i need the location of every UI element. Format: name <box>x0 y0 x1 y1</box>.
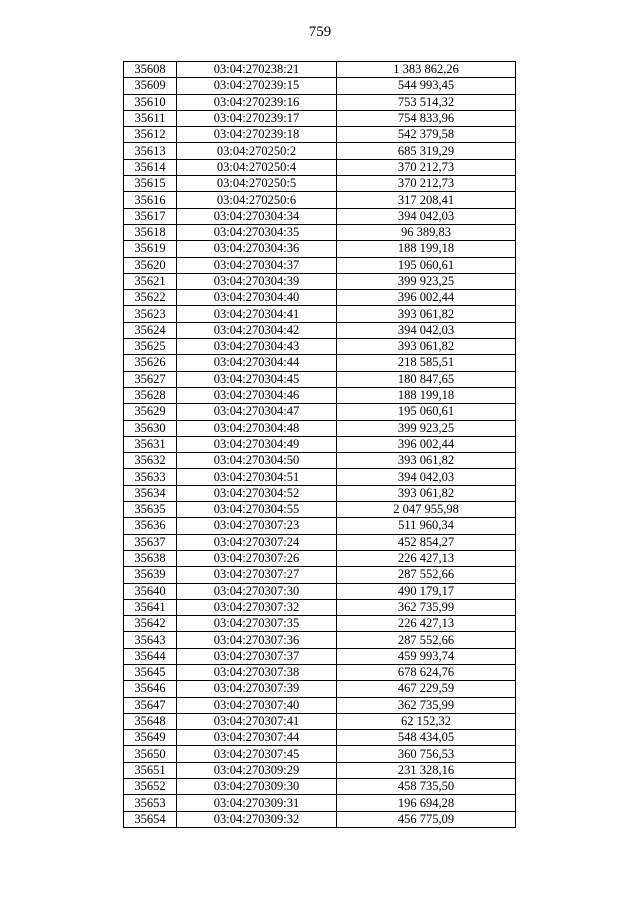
table-row <box>124 290 516 306</box>
table-row <box>124 257 516 273</box>
row-number-cell: 35624 <box>124 322 177 338</box>
table-row <box>124 485 516 501</box>
row-number-cell: 35616 <box>124 192 177 208</box>
row-number-cell: 35633 <box>124 469 177 485</box>
cadastral-value-cell: 96 389,83 <box>337 224 516 240</box>
row-number-cell: 35639 <box>124 567 177 583</box>
cadastral-value-cell: 456 775,09 <box>337 811 516 827</box>
cadastral-number-cell: 03:04:270307:23 <box>177 518 337 534</box>
row-number-cell: 35611 <box>124 110 177 126</box>
cadastral-number-cell: 03:04:270304:44 <box>177 355 337 371</box>
cadastral-number-cell: 03:04:270309:31 <box>177 795 337 811</box>
cadastral-number-cell: 03:04:270309:32 <box>177 811 337 827</box>
cadastral-number-cell: 03:04:270309:29 <box>177 762 337 778</box>
cadastral-number-cell: 03:04:270238:21 <box>177 62 337 78</box>
cadastral-value-table <box>123 61 516 828</box>
table-row <box>124 730 516 746</box>
row-number-cell: 35625 <box>124 339 177 355</box>
table-row <box>124 322 516 338</box>
cadastral-number-cell: 03:04:270304:36 <box>177 241 337 257</box>
table-row <box>124 518 516 534</box>
cadastral-value-cell: 360 756,53 <box>337 746 516 762</box>
row-number-cell: 35630 <box>124 420 177 436</box>
cadastral-value-cell: 1 383 862,26 <box>337 62 516 78</box>
cadastral-value-cell: 396 002,44 <box>337 290 516 306</box>
row-number-cell: 35617 <box>124 208 177 224</box>
table-row <box>124 502 516 518</box>
cadastral-number-cell: 03:04:270250:6 <box>177 192 337 208</box>
cadastral-number-cell: 03:04:270304:46 <box>177 387 337 403</box>
table-row <box>124 436 516 452</box>
cadastral-number-cell: 03:04:270304:42 <box>177 322 337 338</box>
table-row <box>124 811 516 827</box>
cadastral-value-cell: 226 427,13 <box>337 616 516 632</box>
cadastral-number-cell: 03:04:270307:35 <box>177 616 337 632</box>
table-row <box>124 534 516 550</box>
cadastral-number-cell: 03:04:270304:41 <box>177 306 337 322</box>
cadastral-number-cell: 03:04:270304:51 <box>177 469 337 485</box>
table-row <box>124 110 516 126</box>
cadastral-value-cell: 195 060,61 <box>337 404 516 420</box>
table-row <box>124 550 516 566</box>
cadastral-value-cell: 459 993,74 <box>337 648 516 664</box>
row-number-cell: 35644 <box>124 648 177 664</box>
table-row <box>124 664 516 680</box>
cadastral-value-cell: 393 061,82 <box>337 339 516 355</box>
table-row <box>124 795 516 811</box>
table-row <box>124 713 516 729</box>
cadastral-value-cell: 62 152,32 <box>337 713 516 729</box>
cadastral-value-cell: 393 061,82 <box>337 453 516 469</box>
table-row <box>124 648 516 664</box>
table-row <box>124 127 516 143</box>
row-number-cell: 35654 <box>124 811 177 827</box>
cadastral-number-cell: 03:04:270307:45 <box>177 746 337 762</box>
cadastral-number-cell: 03:04:270304:47 <box>177 404 337 420</box>
table-row <box>124 208 516 224</box>
table-row <box>124 697 516 713</box>
table-row <box>124 62 516 78</box>
row-number-cell: 35641 <box>124 599 177 615</box>
cadastral-number-cell: 03:04:270304:52 <box>177 485 337 501</box>
table-row <box>124 567 516 583</box>
cadastral-number-cell: 03:04:270307:37 <box>177 648 337 664</box>
cadastral-number-cell: 03:04:270250:2 <box>177 143 337 159</box>
cadastral-number-cell: 03:04:270307:36 <box>177 632 337 648</box>
cadastral-number-cell: 03:04:270307:41 <box>177 713 337 729</box>
table-row <box>124 762 516 778</box>
cadastral-value-cell: 394 042,03 <box>337 322 516 338</box>
row-number-cell: 35609 <box>124 78 177 94</box>
table-row <box>124 404 516 420</box>
table-row <box>124 306 516 322</box>
table-row <box>124 469 516 485</box>
cadastral-value-cell: 458 735,50 <box>337 779 516 795</box>
cadastral-value-cell: 393 061,82 <box>337 306 516 322</box>
cadastral-number-cell: 03:04:270239:16 <box>177 94 337 110</box>
cadastral-number-cell: 03:04:270304:45 <box>177 371 337 387</box>
table-row <box>124 681 516 697</box>
row-number-cell: 35648 <box>124 713 177 729</box>
table-row <box>124 176 516 192</box>
row-number-cell: 35614 <box>124 159 177 175</box>
table-row <box>124 599 516 615</box>
row-number-cell: 35626 <box>124 355 177 371</box>
table-row <box>124 453 516 469</box>
cadastral-number-cell: 03:04:270304:35 <box>177 224 337 240</box>
row-number-cell: 35635 <box>124 502 177 518</box>
row-number-cell: 35612 <box>124 127 177 143</box>
cadastral-number-cell: 03:04:270307:40 <box>177 697 337 713</box>
row-number-cell: 35646 <box>124 681 177 697</box>
cadastral-value-cell: 396 002,44 <box>337 436 516 452</box>
cadastral-value-cell: 362 735,99 <box>337 599 516 615</box>
cadastral-number-cell: 03:04:270307:39 <box>177 681 337 697</box>
row-number-cell: 35643 <box>124 632 177 648</box>
table-row <box>124 371 516 387</box>
cadastral-number-cell: 03:04:270307:32 <box>177 599 337 615</box>
cadastral-value-cell: 452 854,27 <box>337 534 516 550</box>
row-number-cell: 35652 <box>124 779 177 795</box>
cadastral-value-cell: 231 328,16 <box>337 762 516 778</box>
cadastral-number-cell: 03:04:270307:30 <box>177 583 337 599</box>
row-number-cell: 35642 <box>124 616 177 632</box>
row-number-cell: 35631 <box>124 436 177 452</box>
table-row <box>124 192 516 208</box>
row-number-cell: 35619 <box>124 241 177 257</box>
table-row <box>124 616 516 632</box>
cadastral-value-cell: 188 199,18 <box>337 387 516 403</box>
cadastral-number-cell: 03:04:270304:49 <box>177 436 337 452</box>
row-number-cell: 35629 <box>124 404 177 420</box>
row-number-cell: 35638 <box>124 550 177 566</box>
cadastral-number-cell: 03:04:270307:26 <box>177 550 337 566</box>
cadastral-value-cell: 287 552,66 <box>337 632 516 648</box>
row-number-cell: 35636 <box>124 518 177 534</box>
cadastral-value-cell: 180 847,65 <box>337 371 516 387</box>
table-row <box>124 78 516 94</box>
cadastral-number-cell: 03:04:270309:30 <box>177 779 337 795</box>
row-number-cell: 35634 <box>124 485 177 501</box>
cadastral-value-cell: 393 061,82 <box>337 485 516 501</box>
cadastral-number-cell: 03:04:270304:37 <box>177 257 337 273</box>
row-number-cell: 35628 <box>124 387 177 403</box>
table-row <box>124 339 516 355</box>
table-row <box>124 779 516 795</box>
cadastral-value-cell: 754 833,96 <box>337 110 516 126</box>
row-number-cell: 35620 <box>124 257 177 273</box>
cadastral-number-cell: 03:04:270304:40 <box>177 290 337 306</box>
table-row <box>124 143 516 159</box>
table-row <box>124 746 516 762</box>
cadastral-number-cell: 03:04:270307:24 <box>177 534 337 550</box>
cadastral-number-cell: 03:04:270239:18 <box>177 127 337 143</box>
cadastral-value-cell: 511 960,34 <box>337 518 516 534</box>
cadastral-value-cell: 196 694,28 <box>337 795 516 811</box>
cadastral-value-cell: 2 047 955,98 <box>337 502 516 518</box>
cadastral-value-cell: 370 212,73 <box>337 176 516 192</box>
cadastral-value-cell: 542 379,58 <box>337 127 516 143</box>
cadastral-number-cell: 03:04:270304:34 <box>177 208 337 224</box>
cadastral-value-cell: 226 427,13 <box>337 550 516 566</box>
table-row <box>124 224 516 240</box>
row-number-cell: 35621 <box>124 273 177 289</box>
cadastral-value-cell: 218 585,51 <box>337 355 516 371</box>
row-number-cell: 35613 <box>124 143 177 159</box>
table-body <box>124 62 516 828</box>
table-row <box>124 420 516 436</box>
cadastral-number-cell: 03:04:270304:50 <box>177 453 337 469</box>
cadastral-value-cell: 399 923,25 <box>337 273 516 289</box>
cadastral-value-cell: 544 993,45 <box>337 78 516 94</box>
cadastral-value-cell: 490 179,17 <box>337 583 516 599</box>
cadastral-value-cell: 317 208,41 <box>337 192 516 208</box>
row-number-cell: 35632 <box>124 453 177 469</box>
row-number-cell: 35608 <box>124 62 177 78</box>
row-number-cell: 35623 <box>124 306 177 322</box>
table-row <box>124 387 516 403</box>
cadastral-value-cell: 362 735,99 <box>337 697 516 713</box>
page-number: 759 <box>308 24 332 40</box>
cadastral-value-cell: 394 042,03 <box>337 208 516 224</box>
cadastral-number-cell: 03:04:270304:39 <box>177 273 337 289</box>
row-number-cell: 35637 <box>124 534 177 550</box>
row-number-cell: 35610 <box>124 94 177 110</box>
row-number-cell: 35651 <box>124 762 177 778</box>
cadastral-number-cell: 03:04:270250:4 <box>177 159 337 175</box>
cadastral-value-cell: 394 042,03 <box>337 469 516 485</box>
cadastral-value-cell: 188 199,18 <box>337 241 516 257</box>
row-number-cell: 35650 <box>124 746 177 762</box>
cadastral-number-cell: 03:04:270239:17 <box>177 110 337 126</box>
cadastral-value-cell: 467 229,59 <box>337 681 516 697</box>
cadastral-number-cell: 03:04:270307:44 <box>177 730 337 746</box>
row-number-cell: 35647 <box>124 697 177 713</box>
cadastral-value-cell: 548 434,05 <box>337 730 516 746</box>
row-number-cell: 35645 <box>124 664 177 680</box>
cadastral-value-cell: 685 319,29 <box>337 143 516 159</box>
cadastral-value-cell: 370 212,73 <box>337 159 516 175</box>
cadastral-number-cell: 03:04:270239:15 <box>177 78 337 94</box>
cadastral-value-cell: 753 514,32 <box>337 94 516 110</box>
cadastral-number-cell: 03:04:270304:43 <box>177 339 337 355</box>
row-number-cell: 35640 <box>124 583 177 599</box>
cadastral-value-cell: 678 624,76 <box>337 664 516 680</box>
row-number-cell: 35622 <box>124 290 177 306</box>
row-number-cell: 35618 <box>124 224 177 240</box>
cadastral-value-cell: 195 060,61 <box>337 257 516 273</box>
row-number-cell: 35649 <box>124 730 177 746</box>
cadastral-number-cell: 03:04:270307:27 <box>177 567 337 583</box>
cadastral-number-cell: 03:04:270304:48 <box>177 420 337 436</box>
table-row <box>124 355 516 371</box>
table-row <box>124 159 516 175</box>
table-row <box>124 94 516 110</box>
table-row <box>124 273 516 289</box>
cadastral-number-cell: 03:04:270304:55 <box>177 502 337 518</box>
row-number-cell: 35627 <box>124 371 177 387</box>
table-row <box>124 583 516 599</box>
table-row <box>124 241 516 257</box>
cadastral-number-cell: 03:04:270307:38 <box>177 664 337 680</box>
cadastral-value-cell: 287 552,66 <box>337 567 516 583</box>
row-number-cell: 35653 <box>124 795 177 811</box>
table-row <box>124 632 516 648</box>
row-number-cell: 35615 <box>124 176 177 192</box>
cadastral-value-cell: 399 923,25 <box>337 420 516 436</box>
cadastral-number-cell: 03:04:270250:5 <box>177 176 337 192</box>
